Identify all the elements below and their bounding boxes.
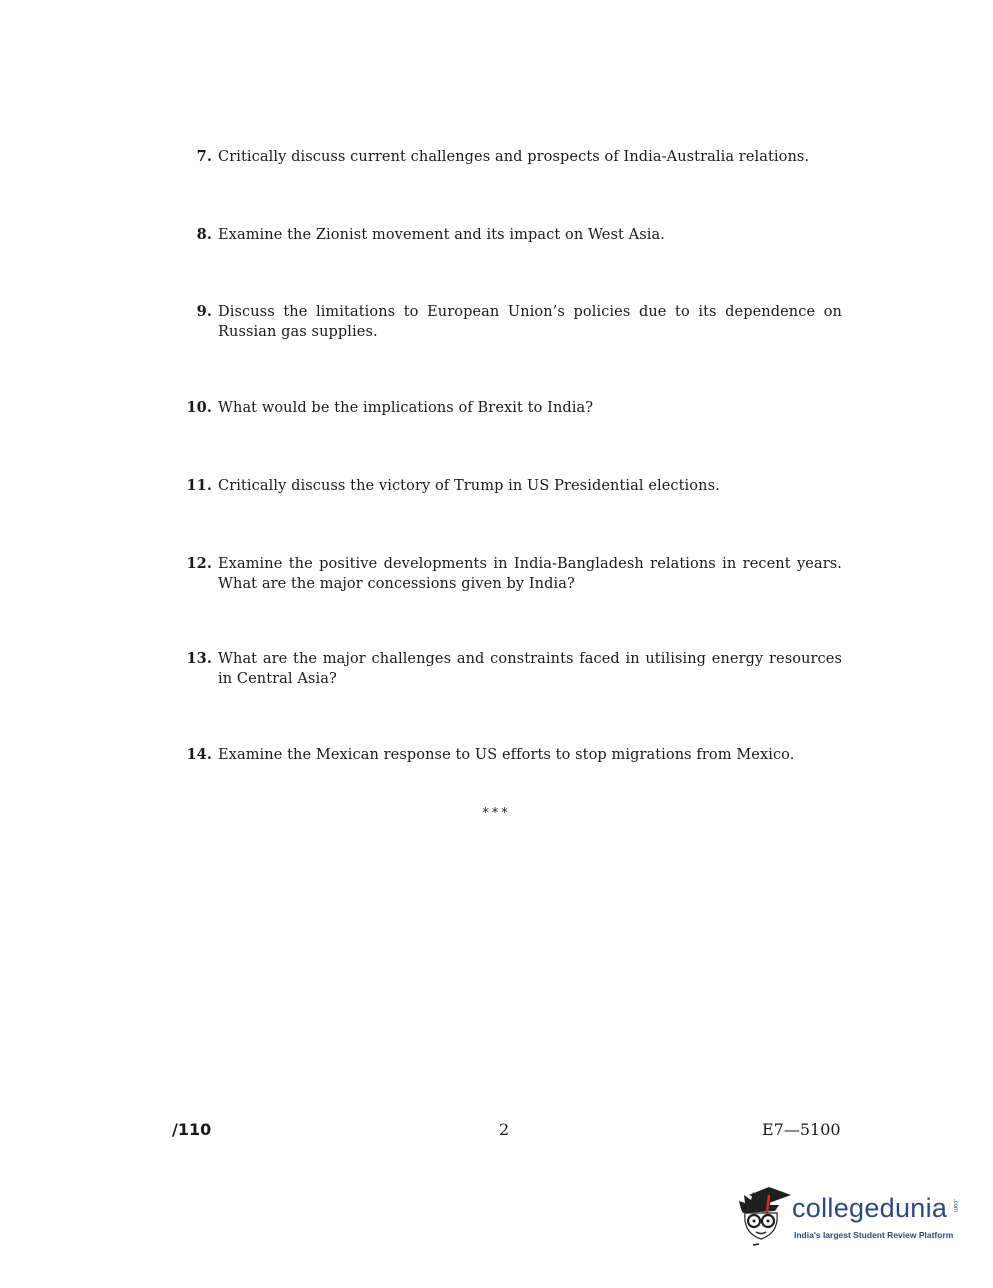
question-number: 13. (186, 650, 212, 667)
question-text: What would be the implications of Brexit to India? (218, 400, 594, 416)
mascot-icon (735, 1183, 793, 1248)
question-number: 9. (196, 303, 212, 320)
question-number: 14. (186, 746, 212, 763)
collegedunia-logo (735, 1183, 970, 1248)
page-number: 2 (499, 1120, 510, 1139)
question-text: Examine the positive developments in India-Bangladesh relations in recent years. What are the major concessions given by India? (218, 556, 842, 592)
brand-name: collegedunia (792, 1193, 948, 1223)
question-12 (172, 554, 842, 594)
question-text: What are the major challenges and constraints faced in utilising energy resources in Central Asia? (218, 651, 842, 687)
question-11 (172, 476, 842, 496)
question-14 (172, 745, 842, 765)
brand-tagline: India's largest Student Review Platform (794, 1230, 954, 1240)
question-number: 12. (186, 555, 212, 572)
question-text: Discuss the limitations to European Union’s policies due to its dependence on Russian gas supplies. (218, 304, 842, 340)
brand-suffix: .com (952, 1199, 958, 1213)
question-13 (172, 649, 842, 689)
question-text: Examine the Zionist movement and its impact on West Asia. (218, 227, 665, 243)
question-8 (172, 225, 842, 245)
end-of-paper-marker: *** (482, 806, 511, 821)
question-number: 11. (186, 477, 212, 494)
question-number: 8. (196, 226, 212, 243)
question-7 (172, 147, 842, 167)
question-number: 7. (196, 148, 212, 165)
question-text: Examine the Mexican response to US efforts to stop migrations from Mexico. (218, 747, 795, 763)
paper-code: E7—5100 (762, 1120, 841, 1139)
question-9 (172, 302, 842, 342)
footer-series-number: /110 (172, 1120, 212, 1139)
question-text: Critically discuss the victory of Trump in US Presidential elections. (218, 478, 720, 494)
question-text: Critically discuss current challenges and prospects of India-Australia relations. (218, 149, 810, 165)
question-10 (172, 398, 842, 418)
question-number: 10. (186, 399, 212, 416)
